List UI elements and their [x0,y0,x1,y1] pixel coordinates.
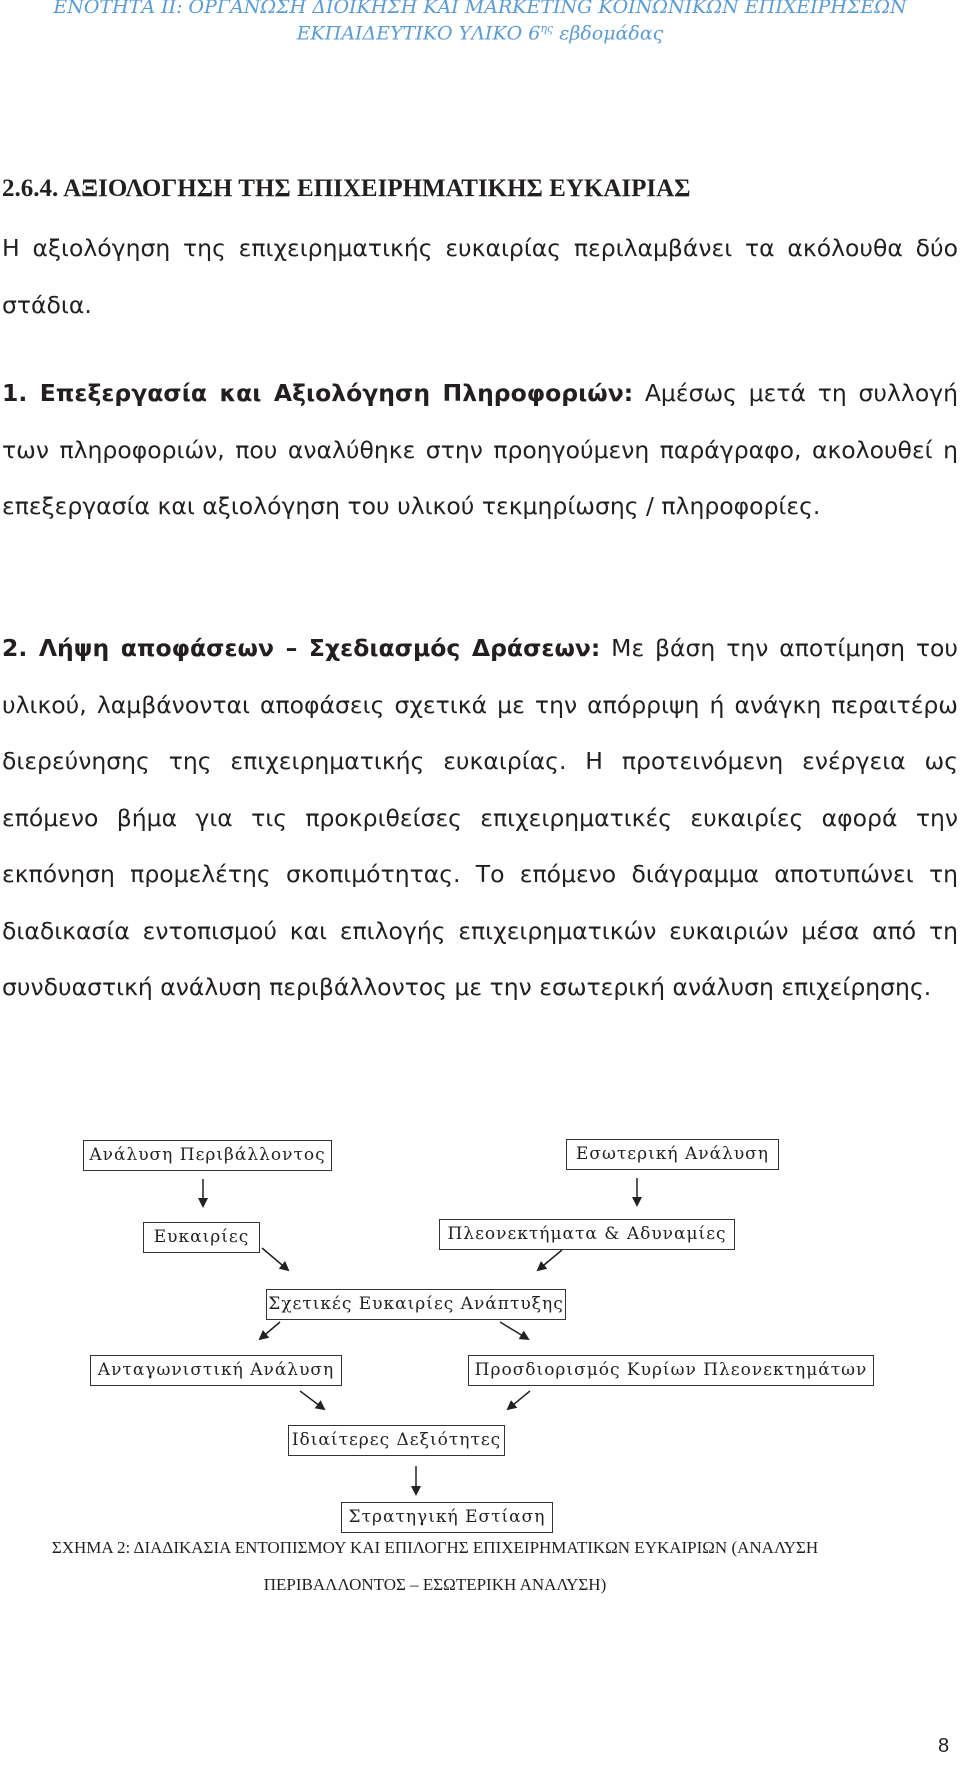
arrow-competitive-to-skills [300,1391,324,1409]
item-2-paragraph [2,620,958,1016]
box-strategic-focus: Στρατηγική Εστίαση [341,1502,553,1533]
box-opportunities: Ευκαιρίες [143,1222,260,1253]
header-superscript: ης [540,22,554,35]
box-key-advantages: Προσδιορισμός Κυρίων Πλεονεκτημάτων [468,1355,874,1386]
box-related-opportunities: Σχετικές Ευκαιρίες Ανάπτυξης [266,1289,566,1320]
item-1-title: 1. Επεξεργασία και Αξιολόγηση Πληροφοριών: [2,379,634,407]
arrow-related-to-advantages [500,1322,528,1339]
header-subtitle-end: εβδομάδας [553,22,664,45]
header-title: ΕΝΟΤΗΤΑ ΙΙ: ΟΡΓΑΝΩΣΗ ΔΙΟΙΚΗΣΗ ΚΑΙ MARKETING ΚΟΙΝΩΝΙΚΩΝ ΕΠΙΧΕΙΡΗΣΕΩΝ [53,0,907,18]
intro-paragraph: Η αξιολόγηση της επιχειρηματικής ευκαιρίας περιλαμβάνει τα ακόλουθα δύο στάδια. [2,234,958,319]
item-1-text: Αμέσως μετά τη συλλογή των πληροφοριών, που αναλύθηκε στην προηγούμενη παράγραφο, ακολουθεί η επεξεργασία και αξιολόγηση του υλικού τεκμηρίωσης / πληροφορίες. [2,379,959,520]
arrow-advantages-to-skills [508,1391,530,1409]
item-2-title: 2. Λήψη αποφάσεων – Σχεδιασμός Δράσεων: [2,634,601,662]
arrow-opportunities-to-related [262,1248,288,1270]
box-internal-analysis: Εσωτερική Ανάλυση [566,1139,779,1170]
page-number: 8 [938,1735,950,1757]
figure-caption-line2: ΠΕΡΙΒΑΛΛΟΝΤΟΣ – ΕΣΩΤΕΡΙΚΗ ΑΝΑΛΥΣΗ) [263,1575,607,1594]
figure-caption-line1: ΣΧΗΜΑ 2: ΔΙΑΔΙΚΑΣΙΑ ΕΝΤΟΠΙΣΜΟΥ ΚΑΙ ΕΠΙΛΟΓΗΣ ΕΠΙΧΕΙΡΗΜΑΤΙΚΩΝ ΕΥΚΑΙΡΙΩΝ (ΑΝΑΛΥΣΗ [51,1538,819,1557]
box-environment-analysis: Ανάλυση Περιβάλλοντος [83,1140,332,1171]
box-special-skills: Ιδιαίτερες Δεξιότητες [288,1425,505,1456]
header-subtitle-text: ΕΚΠΑΙΔΕΥΤΙΚΟ ΥΛΙΚΟ 6 [296,22,541,45]
box-strengths-weaknesses: Πλεονεκτήματα & Αδυναμίες [439,1219,735,1250]
section-heading: 2.6.4. ΑΞΙΟΛΟΓΗΣΗ ΤΗΣ ΕΠΙΧΕΙΡΗΜΑΤΙΚΗΣ ΕΥΚΑΙΡΙΑΣ [2,175,691,202]
item-2-text: Με βάση την αποτίμηση του υλικού, λαμβάνονται αποφάσεις σχετικά με την απόρριψη ή ανάγκη περαιτέρω διερεύνησης της επιχειρηματικής ευκαιρίας. Η προτεινόμενη ενέργεια ως επόμενο βήμα για τις προκριθείσες επιχειρηματικές ευκαιρίες αφορά την εκπόνηση προμελέτης σκοπιμότητας. Το επόμενο διάγραμμα αποτυπώνει τη διαδικασία εντοπισμού και επιλογής επιχειρηματικών ευκαιριών μέσα από τη συνδυαστική ανάλυση περιβάλλοντος με την εσωτερική ανάλυση επιχείρησης. [2,634,958,1001]
box-competitive-analysis: Ανταγωνιστική Ανάλυση [90,1355,342,1386]
item-1-paragraph [2,365,958,535]
arrow-related-to-competitive [260,1322,280,1339]
arrow-strengths-to-related [538,1250,562,1270]
header-subtitle [0,22,960,44]
diagram-arrows [0,1110,960,1530]
